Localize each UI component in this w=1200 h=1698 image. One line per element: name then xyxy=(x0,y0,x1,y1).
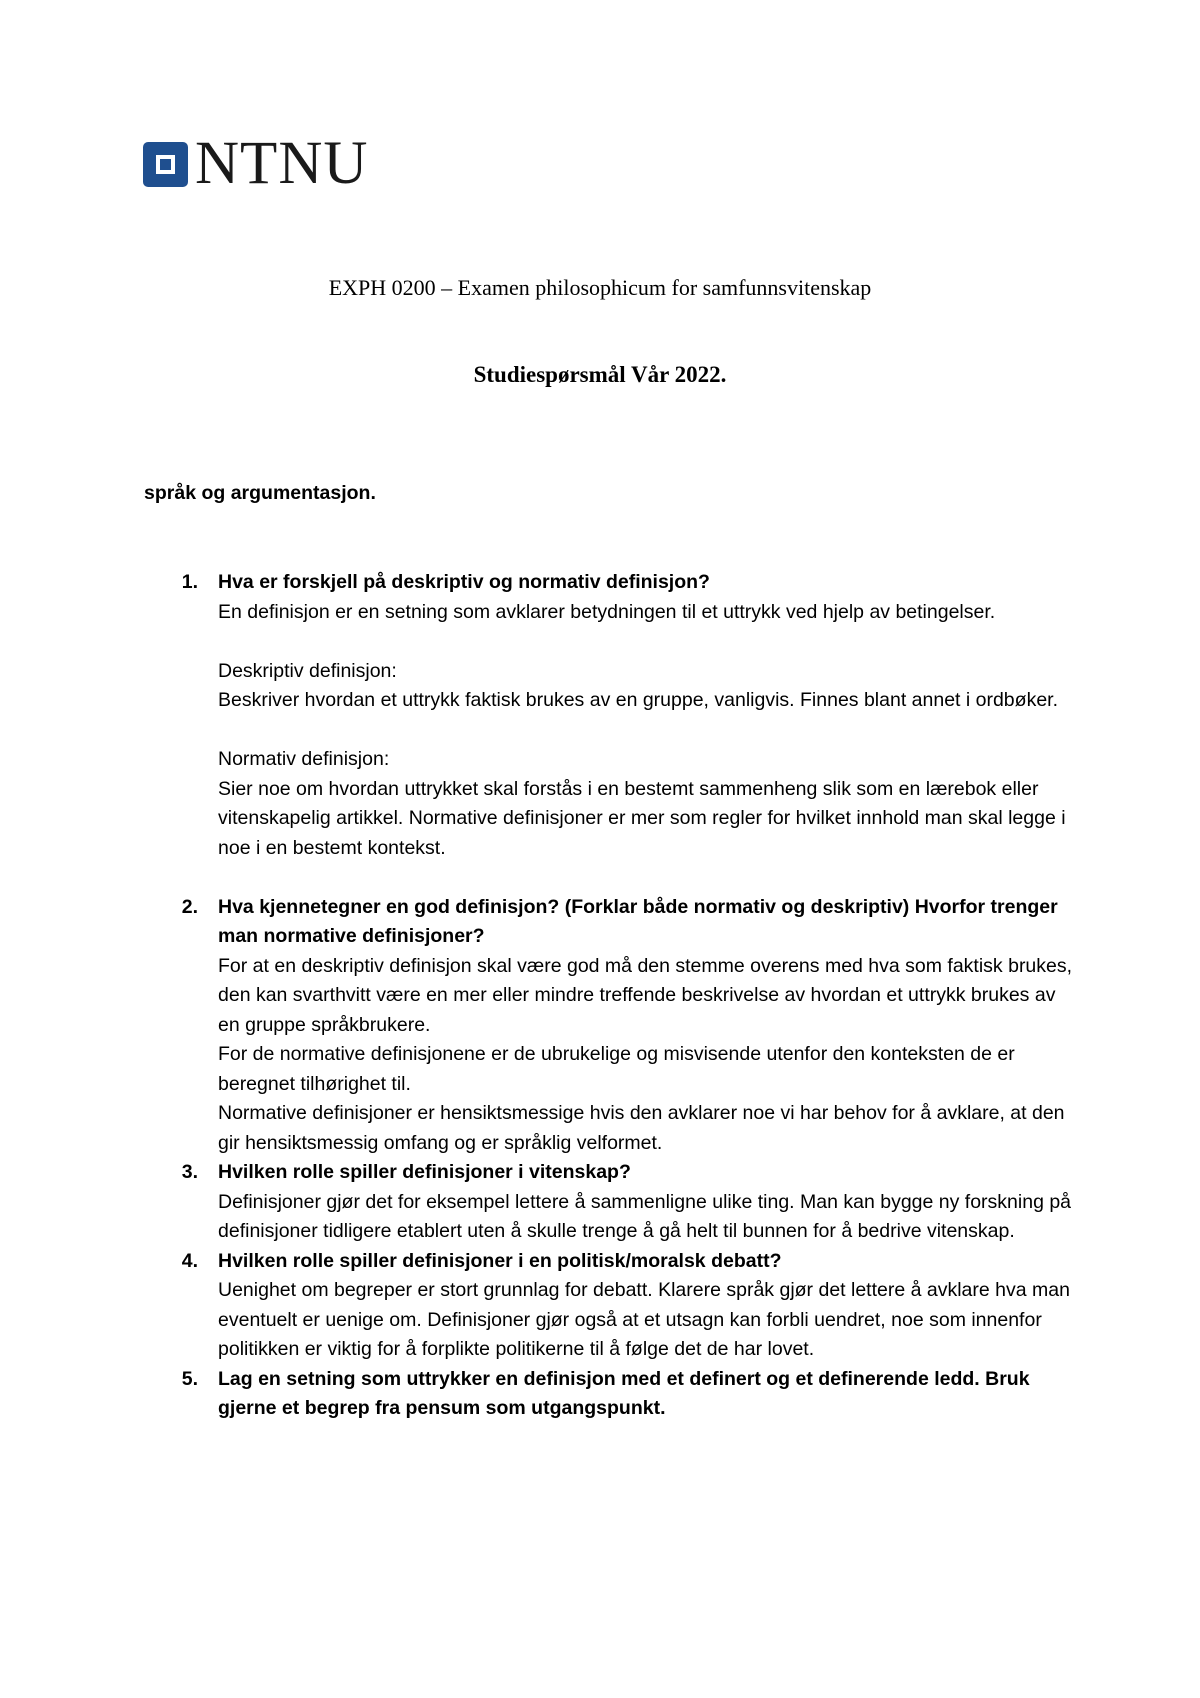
answer-subheading: Normativ definisjon: xyxy=(218,748,390,770)
question-number: 4. xyxy=(181,1249,198,1272)
question-item xyxy=(144,1158,1074,1247)
answer-paragraph: En definisjon er en setning som avklarer betydningen til et uttrykk ved hjelp av betingelser. xyxy=(218,600,996,623)
question-number: 5. xyxy=(181,1367,198,1390)
question-number: 2. xyxy=(181,895,198,918)
question-item xyxy=(144,893,1074,1159)
answer-paragraph: Beskriver hvordan et uttrykk faktisk brukes av en gruppe, vanligvis. Finnes blant annet i ordbøker. xyxy=(218,689,1058,711)
ntnu-logo-mark-icon xyxy=(143,142,188,187)
question-number: 1. xyxy=(181,571,198,593)
answer-paragraph: Sier noe om hvordan uttrykket skal forstås i en bestemt sammenheng slik som en lærebok eller vitenskapelig artikkel. Normative definisjoner er mer som regler for hvilket innhold man skal legge i noe i en bestemt kontekst. xyxy=(218,777,1066,859)
page-title: Studiespørsmål Vår 2022. xyxy=(473,362,727,387)
question-item xyxy=(144,1247,1074,1365)
answer-paragraph: Uenighet om begreper er stort grunnlag for debatt. Klarere språk gjør det lettere å avklare hva man eventuelt er uenige om. Definisjoner gjør også at et utsagn kan forbli uendret, noe som innenfor politikken er viktig for å forplikte politikerne til å følge det de har lovet. xyxy=(218,1279,1070,1360)
question-number: 3. xyxy=(181,1161,198,1183)
question-text: Lag en setning som uttrykker en definisjon med et definert og et definerende ledd. Bruk gjerne et begrep fra pensum som utgangspunkt. xyxy=(218,1367,1030,1419)
section-heading: språk og argumentasjon. xyxy=(144,482,376,504)
answer-paragraph: Normative definisjoner er hensiktsmessige hvis den avklarer noe vi har behov for å avklare, at den gir hensiktsmessig omfang og er språklig velformet. xyxy=(218,1102,1065,1154)
answer-paragraph: For de normative definisjonene er de ubrukelige og misvisende utenfor den konteksten de er beregnet tilhørighet til. xyxy=(218,1043,1015,1095)
course-title: EXPH 0200 – Examen philosophicum for samfunnsvitenskap xyxy=(328,275,872,300)
answer-paragraph: Definisjoner gjør det for eksempel lettere å sammenligne ulike ting. Man kan bygge ny forskning på definisjoner tidligere etablert uten å skulle trenge å gå helt til bunnen for å bedrive vitenskap. xyxy=(218,1190,1072,1242)
question-list xyxy=(144,568,1074,1424)
question-item xyxy=(144,1365,1074,1424)
question-item xyxy=(144,568,1074,863)
ntnu-logo xyxy=(143,130,369,197)
question-text: Hvilken rolle spiller definisjoner i en politisk/moralsk debatt? xyxy=(218,1249,782,1272)
question-text: Hvilken rolle spiller definisjoner i vitenskap? xyxy=(218,1161,631,1183)
question-text: Hva kjennetegner en god definisjon? (Forklar både normativ og deskriptiv) Hvorfor trenger man normative definisjoner? xyxy=(218,895,1058,947)
question-text: Hva er forskjell på deskriptiv og normativ definisjon? xyxy=(218,571,710,593)
ntnu-logo-text: NTNU xyxy=(195,130,369,197)
answer-subheading: Deskriptiv definisjon: xyxy=(218,659,397,682)
answer-paragraph: For at en deskriptiv definisjon skal være god må den stemme overens med hva som faktisk brukes, den kan svarthvitt være en mer eller mindre treffende beskrivelse av hvordan et uttrykk brukes av en gruppe språkbrukere. xyxy=(218,954,1073,1036)
